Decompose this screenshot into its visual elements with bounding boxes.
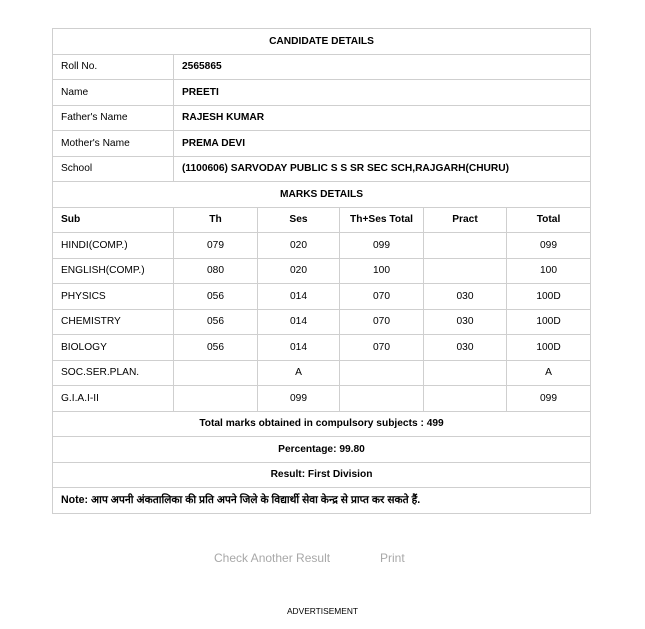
total-mark: 100D bbox=[507, 309, 591, 335]
pract-mark bbox=[424, 233, 507, 259]
marks-heading-row bbox=[53, 182, 591, 208]
candidate-row-father bbox=[53, 105, 591, 131]
subject-name: G.I.A.I-II bbox=[53, 386, 174, 412]
ses-mark: 014 bbox=[258, 335, 340, 361]
table-row bbox=[53, 360, 591, 386]
th-ses-total-mark: 100 bbox=[340, 258, 424, 284]
table-row bbox=[53, 258, 591, 284]
percentage-text: Percentage: 99.80 bbox=[53, 437, 591, 463]
th-mark: 056 bbox=[174, 284, 258, 310]
mother-value: PREMA DEVI bbox=[174, 131, 591, 157]
pract-mark bbox=[424, 258, 507, 284]
total-marks-row bbox=[53, 411, 591, 437]
candidate-row-mother bbox=[53, 131, 591, 157]
school-label: School bbox=[53, 156, 174, 182]
father-label: Father's Name bbox=[53, 105, 174, 131]
th-mark bbox=[174, 360, 258, 386]
pract-mark bbox=[424, 360, 507, 386]
note-row bbox=[53, 488, 591, 514]
pract-mark: 030 bbox=[424, 309, 507, 335]
candidate-details-heading: CANDIDATE DETAILS bbox=[53, 29, 591, 55]
roll-value: 2565865 bbox=[174, 54, 591, 80]
total-mark: 100 bbox=[507, 258, 591, 284]
candidate-row-roll bbox=[53, 54, 591, 80]
total-mark: 099 bbox=[507, 233, 591, 259]
th-mark: 056 bbox=[174, 335, 258, 361]
col-sub: Sub bbox=[53, 207, 174, 233]
subject-name: PHYSICS bbox=[53, 284, 174, 310]
subject-name: HINDI(COMP.) bbox=[53, 233, 174, 259]
pract-mark bbox=[424, 386, 507, 412]
ses-mark: 020 bbox=[258, 258, 340, 284]
candidate-row-name bbox=[53, 80, 591, 106]
th-ses-total-mark: 070 bbox=[340, 284, 424, 310]
subject-name: CHEMISTRY bbox=[53, 309, 174, 335]
th-mark: 080 bbox=[174, 258, 258, 284]
note-text: Note: आप अपनी अंकतालिका की प्रति अपने जिले के विद्यार्थी सेवा केन्द्र से प्राप्त कर सकते हैं. bbox=[53, 488, 591, 514]
print-button[interactable]: Print bbox=[380, 551, 405, 565]
result-table bbox=[52, 28, 591, 514]
ses-mark: 014 bbox=[258, 284, 340, 310]
table-row bbox=[53, 386, 591, 412]
th-ses-total-mark bbox=[340, 360, 424, 386]
check-another-result-button[interactable]: Check Another Result bbox=[214, 551, 331, 565]
marks-details-heading: MARKS DETAILS bbox=[53, 182, 591, 208]
pract-mark: 030 bbox=[424, 284, 507, 310]
th-ses-total-mark: 070 bbox=[340, 335, 424, 361]
col-total: Total bbox=[507, 207, 591, 233]
candidate-row-school bbox=[53, 156, 591, 182]
roll-label: Roll No. bbox=[53, 54, 174, 80]
table-row bbox=[53, 284, 591, 310]
result-row bbox=[53, 462, 591, 488]
col-th-ses-total: Th+Ses Total bbox=[340, 207, 424, 233]
th-mark bbox=[174, 386, 258, 412]
th-mark: 079 bbox=[174, 233, 258, 259]
name-label: Name bbox=[53, 80, 174, 106]
father-value: RAJESH KUMAR bbox=[174, 105, 591, 131]
percentage-row bbox=[53, 437, 591, 463]
marks-column-headers bbox=[53, 207, 591, 233]
total-mark: A bbox=[507, 360, 591, 386]
total-mark: 100D bbox=[507, 284, 591, 310]
result-text: Result: First Division bbox=[53, 462, 591, 488]
subject-name: ENGLISH(COMP.) bbox=[53, 258, 174, 284]
ses-mark: A bbox=[258, 360, 340, 386]
pract-mark: 030 bbox=[424, 335, 507, 361]
mother-label: Mother's Name bbox=[53, 131, 174, 157]
total-mark: 100D bbox=[507, 335, 591, 361]
school-value: (1100606) SARVODAY PUBLIC S S SR SEC SCH,RAJGARH(CHURU) bbox=[174, 156, 591, 182]
ses-mark: 014 bbox=[258, 309, 340, 335]
col-pract: Pract bbox=[424, 207, 507, 233]
th-mark: 056 bbox=[174, 309, 258, 335]
th-ses-total-mark: 099 bbox=[340, 233, 424, 259]
th-ses-total-mark: 070 bbox=[340, 309, 424, 335]
ses-mark: 099 bbox=[258, 386, 340, 412]
name-value: PREETI bbox=[174, 80, 591, 106]
subject-name: BIOLOGY bbox=[53, 335, 174, 361]
table-row bbox=[53, 233, 591, 259]
th-ses-total-mark bbox=[340, 386, 424, 412]
subject-name: SOC.SER.PLAN. bbox=[53, 360, 174, 386]
ses-mark: 020 bbox=[258, 233, 340, 259]
table-row bbox=[53, 309, 591, 335]
col-ses: Ses bbox=[258, 207, 340, 233]
advertisement-label: ADVERTISEMENT bbox=[286, 606, 359, 616]
total-marks-text: Total marks obtained in compulsory subjects : 499 bbox=[53, 411, 591, 437]
table-row bbox=[53, 335, 591, 361]
candidate-heading-row bbox=[53, 29, 591, 55]
col-th: Th bbox=[174, 207, 258, 233]
total-mark: 099 bbox=[507, 386, 591, 412]
